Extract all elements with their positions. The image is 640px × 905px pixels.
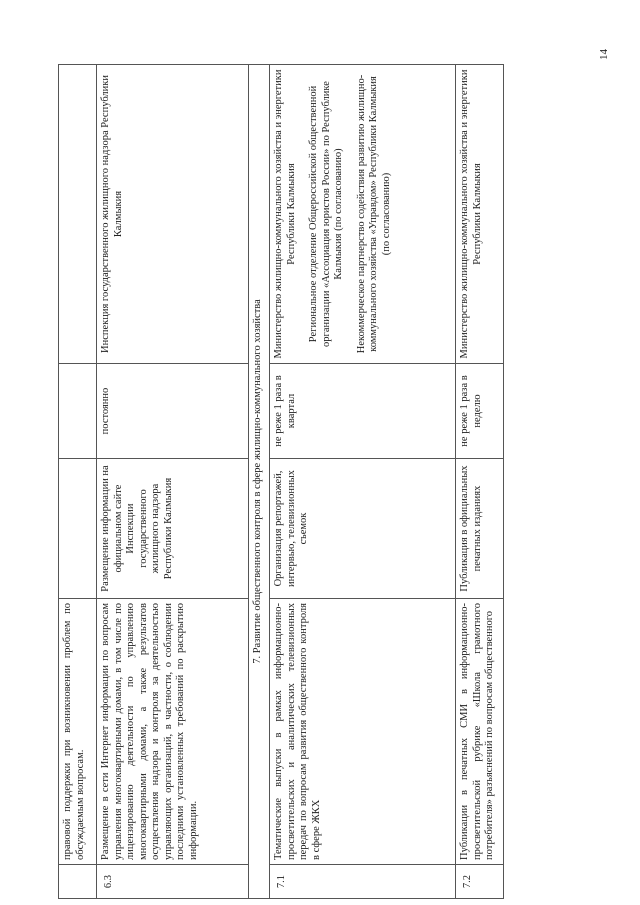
table-row [97,65,249,899]
form-cell: Размещение информации на официальном сайте Инспекции государственного жилищного надзора Республики Калмыкия [97,459,249,599]
form-cell [59,459,97,599]
executor-org: Министерство жилищно-коммунального хозяйства и энергетики Республики Калмыкия [459,69,483,359]
form-cell: Организация репортажей, интервью, телевизионных съемок [270,459,456,599]
row-number: 7.1 [270,865,456,899]
executor-cell [456,65,504,364]
executor-org: Региональное отделение Общероссийской общественной организации «Ассоциация юристов России» по Республике Калмыкия (по согласованию) [308,81,344,347]
table-row [59,65,97,899]
page-number: 14 [598,49,610,60]
table-row [270,65,456,899]
form-cell: Публикация в официальных печатных изданиях [456,459,504,599]
executor-org: Министерство жилищно-коммунального хозяйства и энергетики Республики Калмыкия [273,69,297,359]
executor-cell [59,65,97,364]
executor-cell [97,65,249,364]
rotated-table-sheet [58,65,500,899]
executor-org: Некоммерческое партнерство содействия развитию жилищно-коммунального хозяйства «Управдом» Республики Калмыкия (по согласованию) [355,74,392,354]
executor-cell [270,65,456,364]
row-number: 6.3 [97,865,249,899]
event-cell: Размещение в сети Интернет информации по вопросам управления многоквартирными домами, в том числе по лицензированию деятельности по управлению многоквартирными домами, а также результатов осуществления надзора и контроля за деятельностью управляющих организаций, в частности, о соблюдении последними установленных требований по раскрытию информации. [97,599,249,865]
period-cell: не реже 1 раза в неделю [456,364,504,459]
section-header-row [249,65,270,899]
period-cell: не реже 1 раза в квартал [270,364,456,459]
table-row [456,65,504,899]
row-number: 7.2 [456,865,504,899]
section-title: 7. Развитие общественного контроля в сфере жилищно-коммунального хозяйства [249,65,270,899]
event-cell: Тематические выпуски в рамках информационно-просветительских и аналитических телевизионных передач по вопросам развития общественного контроля в сфере ЖКХ [270,599,456,865]
executor-org: Инспекция государственного жилищного надзора Республики Калмыкия [100,75,124,353]
event-cell: правовой поддержки при возникновении проблем по обсуждаемым вопросам. [59,599,97,865]
row-number [59,865,97,899]
activity-table [58,64,504,899]
period-cell [59,364,97,459]
period-cell: постоянно [97,364,249,459]
event-cell: Публикации в печатных СМИ в информационно-просветительской рубрике «Школа грамотного потребителя» разъяснений по вопросам общественного [456,599,504,865]
